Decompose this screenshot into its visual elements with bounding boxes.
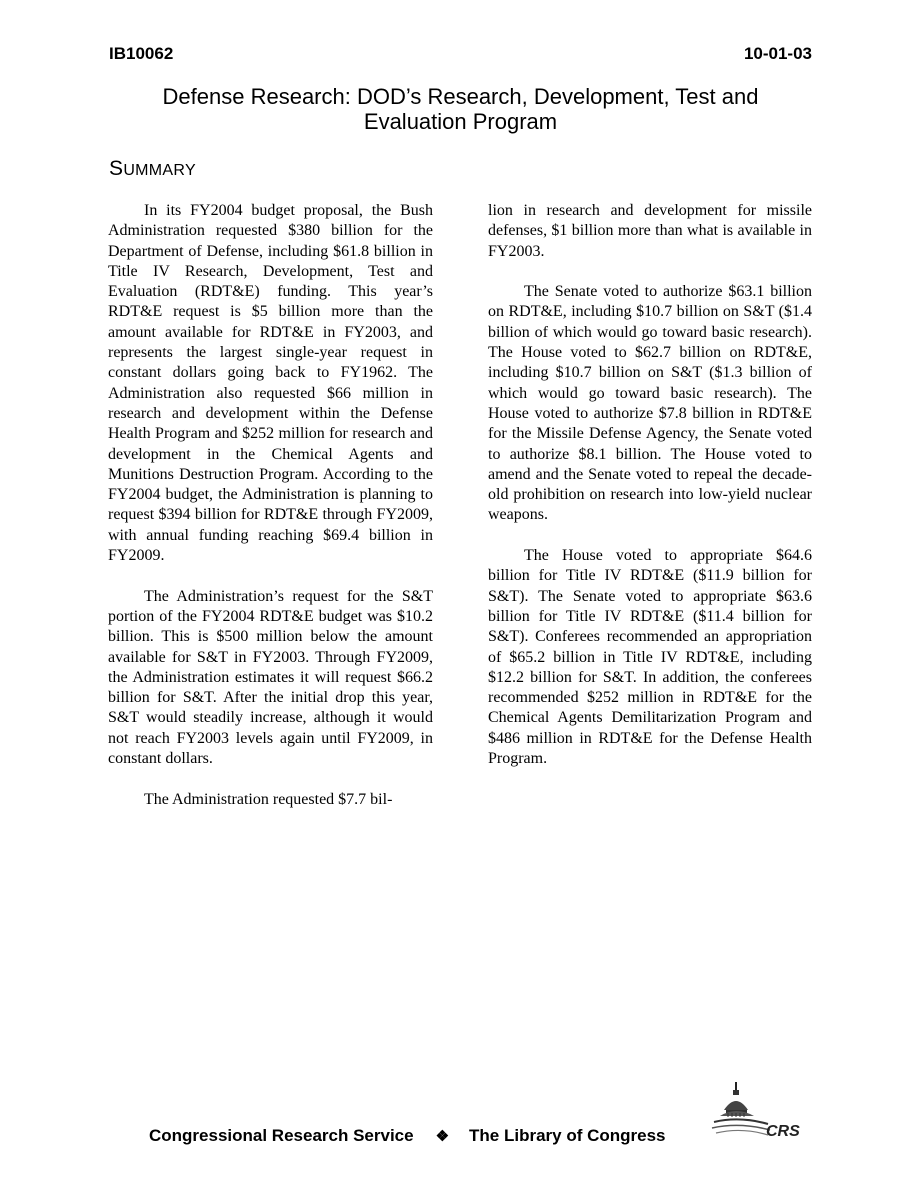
report-id: IB10062 (109, 44, 174, 63)
title-line-2: Evaluation Program (363, 109, 558, 134)
page-title (109, 84, 812, 134)
report-date: 10-01-03 (743, 44, 812, 63)
right-paragraph-2: The Senate voted to authorize $63.1 billion on RDT&E, including $10.7 billion on S&T ($1.4 billion of which would go toward basic research). The House voted to $62.7 billion on RDT&E, including $10.7 billion on S&T ($1.3 billion of which would go toward basic research). The House voted to authorize $7.8 billion in RDT&E for the Missile Defense Agency, the Senate voted to authorize $8.1 billion. The House voted to amend and the Senate voted to repeal the decade-old prohibition on research into low-yield nuclear weapons. (488, 283, 812, 524)
title-line-1: Defense Research: DOD’s Research, Development, Test and (162, 84, 759, 109)
crs-capitol-logo-icon (710, 1080, 810, 1144)
footer-library: The Library of Congress (469, 1126, 666, 1145)
footer (149, 1126, 666, 1146)
diamond-separator-icon: ❖ (435, 1128, 450, 1145)
right-paragraph-3: The House voted to appropriate $64.6 billion for Title IV RDT&E ($11.9 billion for S&T). The Senate voted to appropriate $63.6 billion for Title IV RDT&E ($11.4 billion for S&T). Conferees recommended an appropriation of $65.2 billion in Title IV RDT&E, including $12.2 billion for S&T. In addition, the conferees recommended $252 million in RDT&E for the Chemical Agents Demilitarization Program and $486 million in RDT&E for the Defense Health Program. (488, 547, 812, 768)
left-column (108, 201, 433, 830)
section-heading-initial: S (109, 157, 124, 180)
left-paragraph-3: The Administration requested $7.7 bil- (144, 790, 393, 808)
left-paragraph-1: In its FY2004 budget proposal, the Bush Administration requested $380 billion for the Department of Defense, including $61.8 billion in Title IV Research, Development, Test and Evaluation (RDT&E) funding. This year’s RDT&E request is $5 billion more than the amount available for RDT&E in FY2003, and represents the largest single-year request in constant dollars going back to FY1962. The Administration also requested $66 million in research and development within the Defense Health Program and $252 million for research and development in the Chemical Agents and Munitions Destruction Program. According to the FY2004 budget, the Administration is planning to request $394 billion for RDT&E through FY2009, with annual funding reaching $69.4 billion in FY2009. (108, 202, 433, 565)
crs-logo-text: CRS (766, 1123, 800, 1140)
right-paragraph-1: lion in research and development for missile defenses, $1 billion more than what is available in FY2003. (488, 202, 812, 260)
left-paragraph-2: The Administration’s request for the S&T portion of the FY2004 RDT&E budget was $10.2 billion. This is $500 million below the amount available for S&T in FY2003. Through FY2009, the Administration estimates it will request $66.2 billion for S&T. After the initial drop this year, S&T would steadily increase, although it would not reach FY2003 levels again until FY2009, in constant dollars. (108, 587, 433, 768)
footer-org: Congressional Research Service (149, 1126, 414, 1145)
section-heading (109, 157, 196, 181)
section-heading-rest: UMMARY (123, 162, 196, 179)
right-column (488, 201, 812, 790)
